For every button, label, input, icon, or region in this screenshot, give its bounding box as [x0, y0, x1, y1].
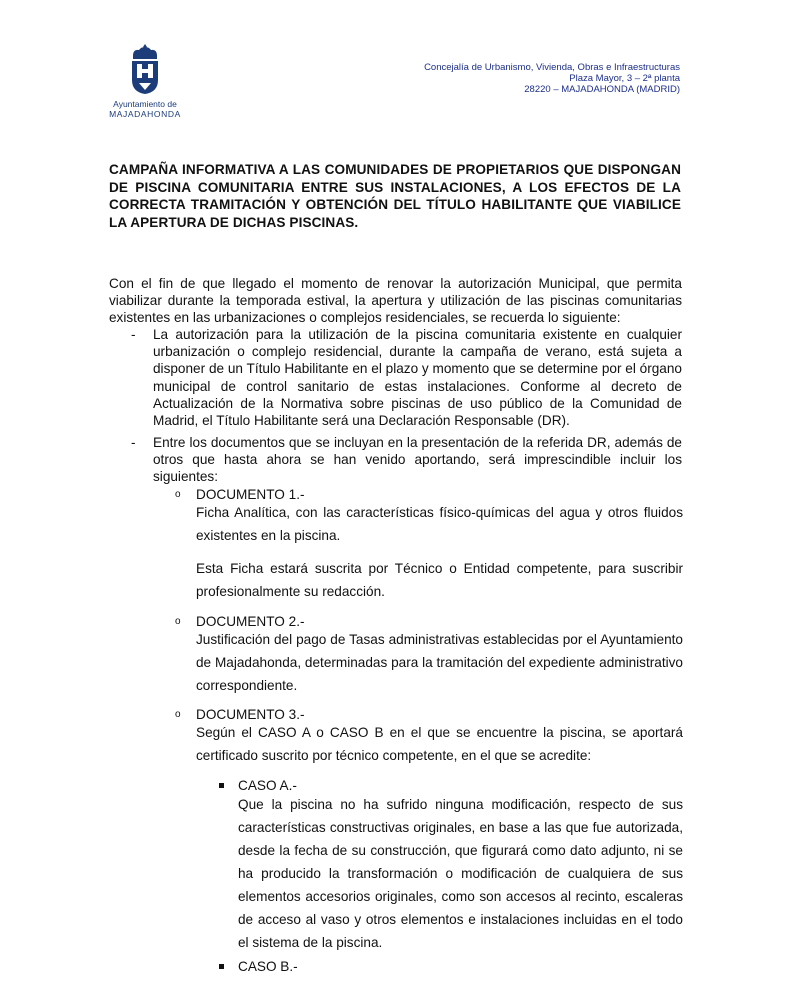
case-a-heading: CASO A.- — [238, 778, 297, 793]
department-header — [424, 62, 680, 95]
doc1-text2: Esta Ficha estará suscrita por Técnico o Entidad competente, para suscribir profesionalmente su redacción. — [196, 561, 683, 599]
doc1-text1: Ficha Analítica, con las características físico-químicas del agua y otros fluidos existentes en la piscina. — [196, 505, 683, 543]
doc1-bullet: o — [175, 489, 181, 500]
header-line2: Plaza Mayor, 3 – 2ª planta — [569, 73, 680, 84]
header-line1: Concejalía de Urbanismo, Vivienda, Obras e Infraestructuras — [424, 62, 680, 73]
document-title: CAMPAÑA INFORMATIVA A LAS COMUNIDADES DE PROPIETARIOS QUE DISPONGAN DE PISCINA COMUNITARIA ENTRE SUS INSTALACIONES, A LOS EFECTOS DE LA CORRECTA TRAMITACIÓN Y OBTENCIÓN DEL TÍTULO HABILITANTE QUE VIABILICE LA APERTURA DE DICHAS PISCINAS. — [109, 162, 681, 230]
doc2-bullet: o — [175, 616, 181, 627]
case-a-text: Que la piscina no ha sufrido ninguna modificación, respecto de sus características constructivas originales, en base a las que fue autorizada, desde la fecha de su construcción, que figurará como dato adjunto, ni se ha producido la transformación o modificación de cualquiera de sus elementos accesorios originales, como son accesos al recinto, escaleras de acceso al vaso y otros elementos e instalaciones incluidas en el todo el sistema de la piscina. — [238, 797, 683, 950]
header-line3: 28220 – MAJADAHONDA (MADRID) — [524, 84, 680, 95]
doc3-text: Según el CASO A o CASO B en el que se encuentre la piscina, se aportará certificado suscrito por técnico competente, en el que se acredite: — [196, 725, 683, 763]
doc2-heading: DOCUMENTO 2.- — [196, 614, 305, 629]
doc3-bullet: o — [175, 709, 181, 720]
case-b-bullet — [219, 964, 224, 969]
bullet-1-text: La autorización para la utilización de la piscina comunitaria existente en cualquier urbanización o complejo residencial, durante la campaña de verano, está sujeta a disponer de un Título Habilitante en el plazo y momento que se determine por el órgano municipal de control sanitario de estas instalaciones. Conforme al decreto de Actualización de la Normativa sobre piscinas de uso público de la Comunidad de Madrid, el Título Habilitante será una Declaración Responsable (DR). — [153, 327, 682, 429]
logo-line1: Ayuntamiento de — [113, 99, 177, 109]
case-b-heading: CASO B.- — [238, 959, 298, 974]
doc3-heading: DOCUMENTO 3.- — [196, 707, 305, 722]
bullet-2-text: Entre los documentos que se incluyan en la presentación de la referida DR, además de otros que hasta ahora se han venido aportando, será imprescindible incluir los siguientes: — [153, 435, 682, 485]
doc2-text: Justificación del pago de Tasas administrativas establecidas por el Ayuntamiento de Majadahonda, determinadas para la tramitación del expediente administrativo correspondiente. — [196, 632, 683, 693]
coat-of-arms-icon — [125, 42, 165, 96]
logo-line2: MAJADAHONDA — [109, 109, 181, 119]
bullet-dash-2: - — [131, 435, 136, 450]
bullet-dash-1: - — [131, 327, 136, 342]
doc1-heading: DOCUMENTO 1.- — [196, 487, 305, 502]
case-a-bullet — [219, 783, 224, 788]
municipal-logo — [100, 42, 190, 119]
intro-paragraph: Con el fin de que llegado el momento de renovar la autorización Municipal, que permita viabilizar durante la temporada estival, la apertura y utilización de las piscinas comunitarias existentes en las urbanizaciones o complejos residenciales, se recuerda lo siguiente: — [109, 276, 682, 326]
